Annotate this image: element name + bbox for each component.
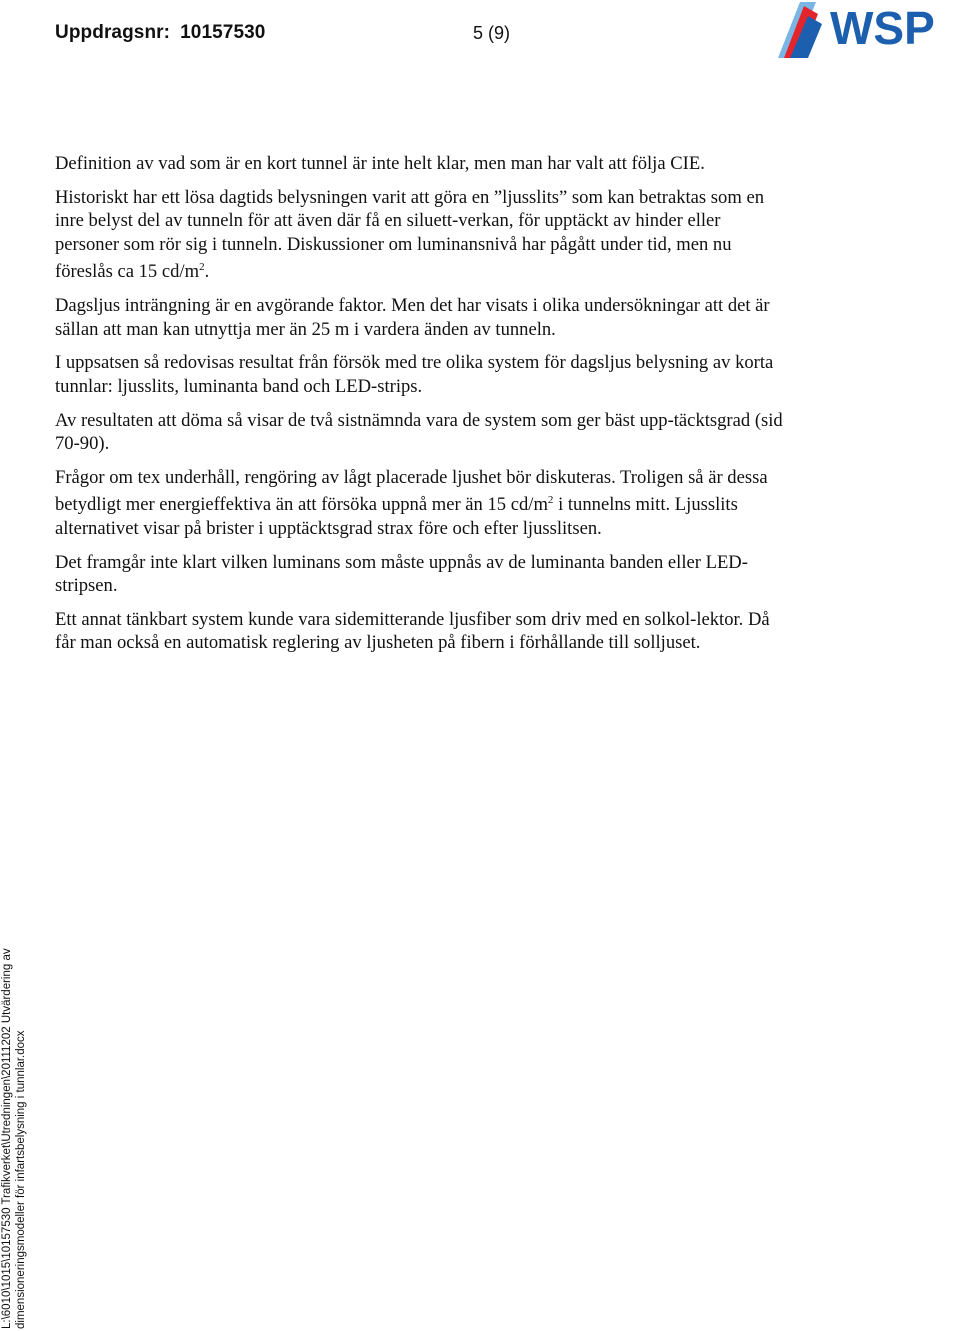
superscript-squared-2: 2 [547, 494, 554, 507]
sentence-period: . [204, 261, 210, 283]
superscript-squared: 2 [199, 261, 205, 274]
paragraph-questions-text: Frågor om tex underhåll, rengöring av lågt placerade ljushet bör diskuteras. Troligen så är dessa betydligt mer energieffektiva än att försöka uppnå mer än 15 cd/m [55, 466, 768, 516]
paragraph-fiber: Ett annat tänkbart system kunde vara sidemitterande ljusfiber som driv med en solkol-lektor. Då får man också en automatisk reglering av ljusheten på fibern i förhållande till solljuset. [55, 608, 770, 654]
paragraph-luminance: Det framgår inte klart vilken luminans som måste uppnås av de luminanta banden eller LED-stripsen. [55, 551, 748, 597]
document-body [55, 152, 785, 665]
paragraph-questions [55, 466, 785, 541]
paragraph-daylight: Dagsljus inträngning är en avgörande faktor. Men det har visats i olika undersökningar att det är sällan att man kan utnyttja mer än 25 m i vardera änden av tunneln. [55, 295, 770, 340]
paragraph-definition: Definition av vad som är en kort tunnel är inte helt klar, men man har valt att följa CIE. [55, 153, 705, 174]
file-path-line-2: dimensioneringsmodeller för infartsbelysning i tunnlar.docx [15, 1030, 27, 1329]
file-path-footer [0, 948, 28, 1331]
assignment-number-label [55, 22, 265, 44]
paragraph-essay: I uppsatsen så redovisas resultat från försök med tre olika system för dagsljus belysning av korta tunnlar: ljusslits, luminanta band och LED-strips. [55, 352, 774, 397]
file-path-line-1: L:\6010\1015\10157530 Trafikverket\Utredningen\20111202 Utvärdering av [1, 948, 13, 1329]
wsp-logo-icon [770, 0, 960, 62]
paragraph-history-text: Historiskt har ett lösa dagtids belysningen varit att göra en ”ljusslits” som kan betraktas som en inre belyst del av tunneln för att även där få en siluett-verkan, för upptäckt av hinder eller personer som rör sig i tunneln. Diskussioner om luminansnivå har pågått under tid, men nu föreslås ca 15 cd/m [55, 186, 765, 283]
assignment-label: Uppdragsnr: [55, 22, 171, 43]
logo-text: WSP [830, 2, 935, 54]
assignment-number: 10157530 [180, 22, 266, 43]
paragraph-questions-cont: i tunnelns mitt. Ljusslits alternativet visar på brister i upptäcktsgrad strax före och efter ljusslitsen. [55, 494, 738, 540]
paragraph-results: Av resultaten att döma så visar de två sistnämnda vara de system som ger bäst upp-täcktsgrad (sid 70-90). [55, 409, 783, 455]
paragraph-history [55, 186, 785, 285]
page-number: 5 (9) [473, 23, 511, 43]
